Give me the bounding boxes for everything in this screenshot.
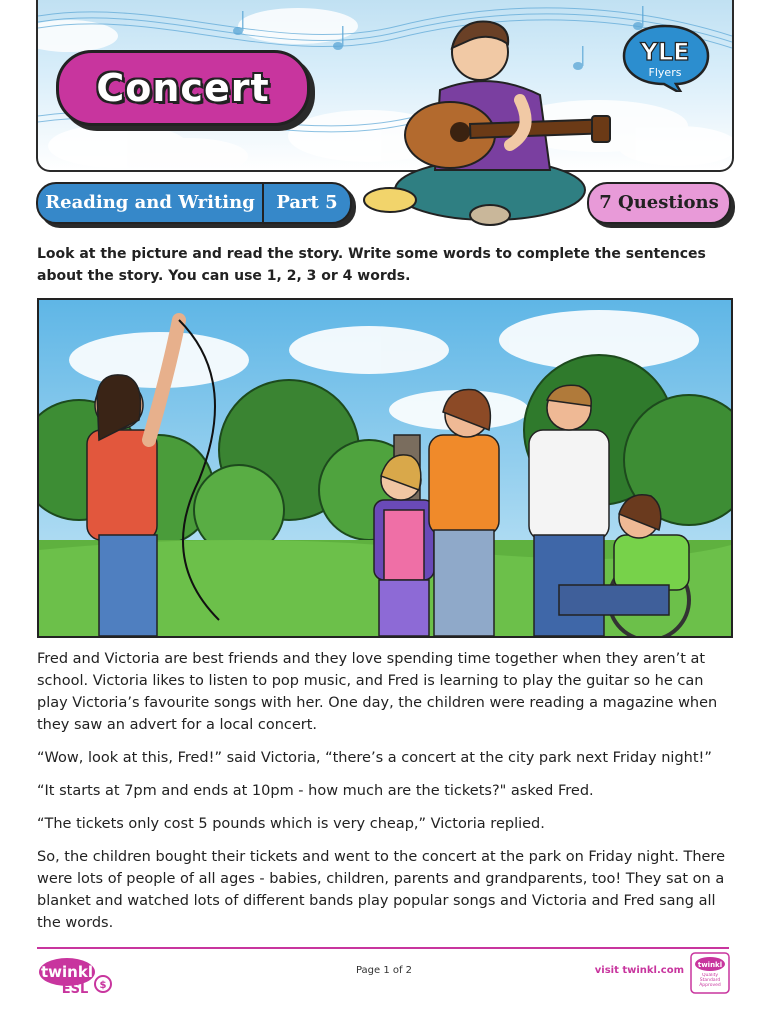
badge-main-text: YLE [640, 38, 690, 66]
section-label: Reading and Writing [38, 184, 264, 222]
visit-link[interactable]: visit twinkl.com [594, 965, 684, 976]
story-paragraph: So, the children bought their tickets and went to the concert at the park on Friday night. There were lots of people of all ages - babies, children, parents and grandparents, too! They sat on a blanket and watched lots of different bands play popular songs and Victoria and Fred sang all the words. [37, 849, 725, 931]
story-picture [37, 298, 733, 638]
footer-divider [37, 947, 729, 949]
badge-text: Quality Standard Approved [699, 973, 721, 988]
logo-word: twinkl [41, 963, 93, 981]
badge-sub-text: Flyers [648, 66, 682, 79]
park-concert-illustration [39, 300, 731, 636]
page-title: Concert [96, 66, 270, 110]
twinkl-esl-logo [37, 956, 117, 996]
story-paragraph: “The tickets only cost 5 pounds which is very cheap,” Victoria replied. [37, 816, 545, 832]
svg-text:$: $ [99, 980, 107, 991]
boy-with-guitar-illustration [360, 10, 620, 240]
story-text [37, 648, 737, 945]
page-number: Page 1 of 2 [355, 965, 413, 976]
part-label: Part 5 [276, 192, 338, 213]
yle-flyers-badge [620, 22, 710, 92]
instructions-text: Look at the picture and read the story. Write some words to complete the sentences about the story. You can use 1, 2, 3 or 4 words. [37, 246, 706, 284]
questions-count-pill: 7 Questions [587, 182, 731, 224]
badge-word: twinkl [697, 961, 723, 969]
story-paragraph: “It starts at 7pm and ends at 10pm - how much are the tickets?" asked Fred. [37, 783, 594, 799]
quality-standard-badge [690, 952, 730, 994]
section-tab-bar [36, 182, 352, 224]
logo-sub: ESL [61, 982, 89, 996]
title-pill [56, 50, 310, 126]
story-paragraph: Fred and Victoria are best friends and they love spending time together when they aren’t at school. Victoria likes to listen to pop music, and Fred is learning to play the guitar so he can play Victoria’s favourite songs with her. One day, the children were reading a magazine when they saw an advert for a local concert. [37, 651, 718, 733]
story-paragraph: “Wow, look at this, Fred!” said Victoria, “there’s a concert at the city park next Friday night!” [37, 750, 712, 766]
